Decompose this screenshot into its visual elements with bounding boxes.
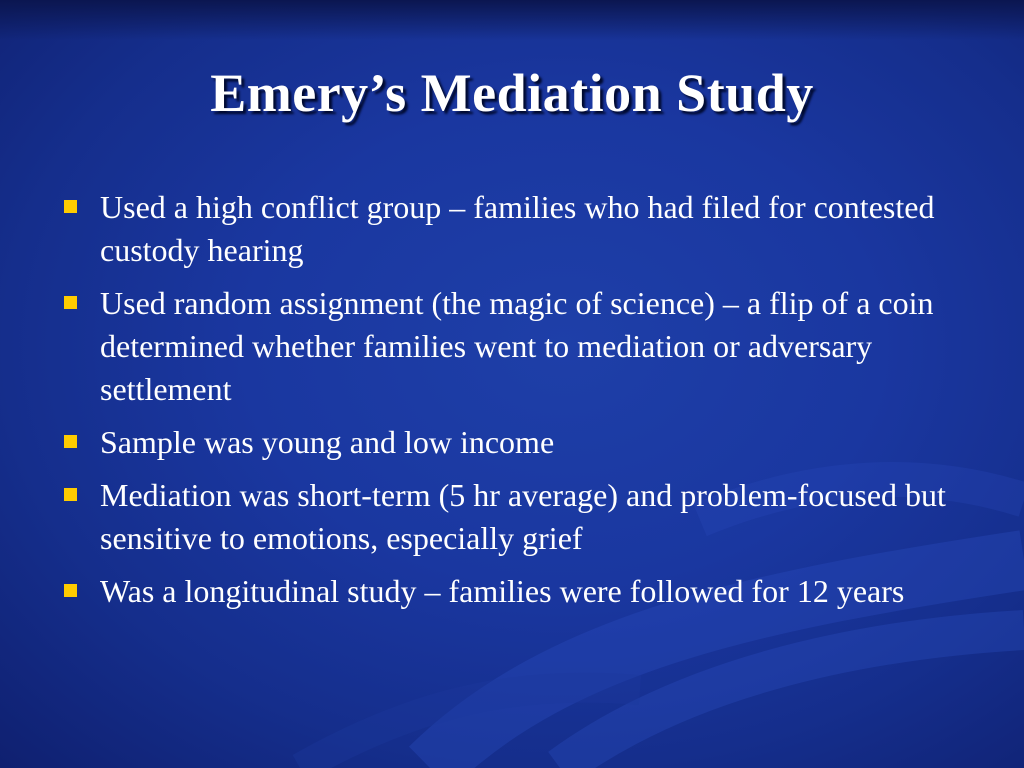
list-item: [62, 186, 972, 272]
bullet-text: Used random assignment (the magic of science) – a flip of a coin determined whether families went to mediation or adversary settlement: [100, 285, 934, 407]
bullet-list: [62, 186, 972, 623]
square-bullet-icon: [64, 584, 77, 597]
bullet-text: Sample was young and low income: [100, 424, 555, 460]
list-item: [62, 570, 972, 613]
square-bullet-icon: [64, 435, 77, 448]
bullet-text: Was a longitudinal study – families were followed for 12 years: [100, 573, 905, 609]
bullet-text: Mediation was short-term (5 hr average) and problem-focused but sensitive to emotions, especially grief: [100, 477, 946, 556]
list-item: [62, 282, 972, 411]
square-bullet-icon: [64, 296, 77, 309]
bullet-text: Used a high conflict group – families who had filed for contested custody hearing: [100, 189, 935, 268]
list-item: [62, 474, 972, 560]
square-bullet-icon: [64, 200, 77, 213]
square-bullet-icon: [64, 488, 77, 501]
slide-title: Emery’s Mediation Study: [210, 63, 814, 123]
list-item: [62, 421, 972, 464]
